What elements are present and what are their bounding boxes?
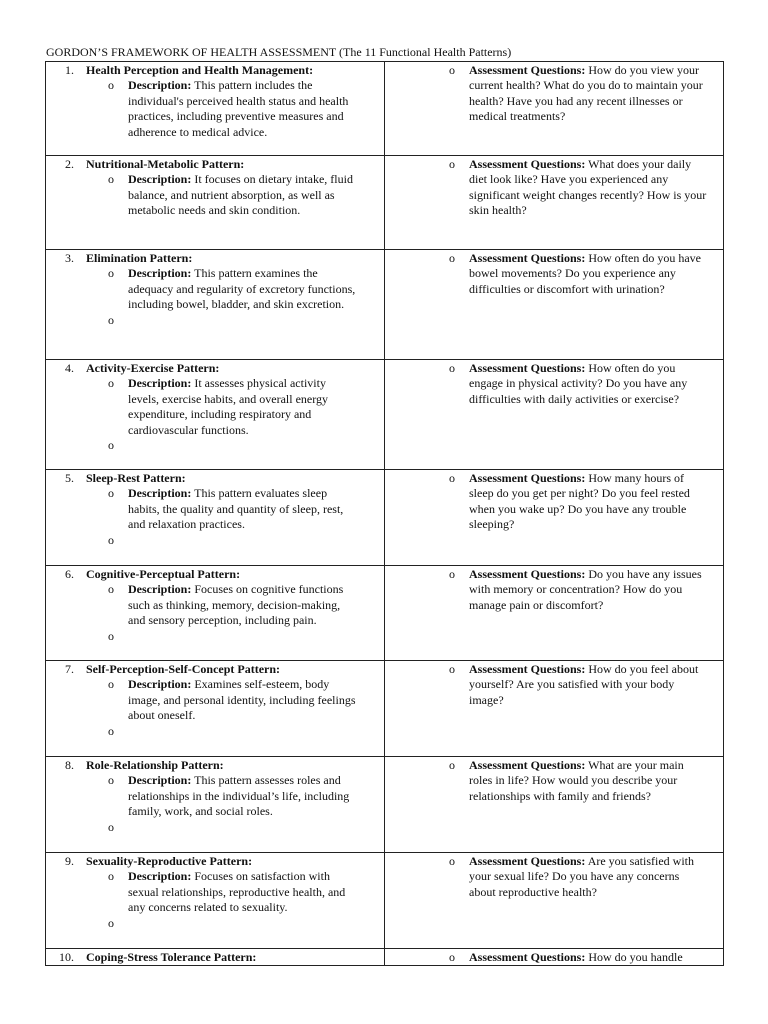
questions-body: Are you satisfied with your sexual life? Do you have any concerns about reproductive health? xyxy=(469,854,694,899)
questions-label: Assessment Questions: xyxy=(469,251,586,265)
description-text xyxy=(128,677,358,723)
description-body: This pattern includes the individual's perceived health status and health practices, including preventive measures and adherence to medical advice. xyxy=(128,78,349,139)
bullet-marker: o xyxy=(108,78,114,93)
questions-item xyxy=(385,566,723,613)
description-label: Description: xyxy=(128,78,192,93)
pattern-heading xyxy=(46,853,384,869)
pattern-name: Nutritional-Metabolic Pattern: xyxy=(86,157,245,171)
pattern-cell xyxy=(46,949,385,966)
pattern-heading xyxy=(46,757,384,773)
pattern-number: 4. xyxy=(65,361,74,375)
description-item xyxy=(46,266,384,312)
pattern-name: Elimination Pattern: xyxy=(86,251,193,265)
description-item xyxy=(46,869,384,915)
description-body: This pattern examines the adequacy and regularity of excretory functions, including bowel, bladder, and skin excretion. xyxy=(128,266,356,312)
pattern-heading xyxy=(46,156,384,172)
questions-body: How do you feel about yourself? Are you satisfied with your body image? xyxy=(469,662,699,707)
pattern-number: 9. xyxy=(65,854,74,868)
description-body: Examines self-esteem, body image, and personal identity, including feelings about oneself. xyxy=(128,677,356,723)
pattern-name: Coping-Stress Tolerance Pattern: xyxy=(86,950,257,964)
description-text xyxy=(128,266,358,312)
description-label: Description: xyxy=(128,172,192,187)
questions-text xyxy=(469,567,707,613)
questions-item xyxy=(385,757,723,804)
questions-cell xyxy=(385,156,724,250)
patterns-table xyxy=(45,61,724,966)
questions-label: Assessment Questions: xyxy=(469,662,586,676)
description-item xyxy=(46,172,384,218)
questions-item xyxy=(385,470,723,533)
description-item xyxy=(46,773,384,819)
pattern-name: Sleep-Rest Pattern: xyxy=(86,471,186,485)
description-label: Description: xyxy=(128,582,192,597)
bullet-marker: o xyxy=(108,312,114,327)
bullet-marker: o xyxy=(108,582,114,597)
description-item xyxy=(46,582,384,628)
pattern-number: 7. xyxy=(65,662,74,676)
questions-text xyxy=(469,361,707,407)
pattern-cell xyxy=(46,757,385,853)
bullet-marker: o xyxy=(108,486,114,501)
empty-bullet-item xyxy=(46,724,384,739)
pattern-number: 8. xyxy=(65,758,74,772)
empty-bullet-item xyxy=(46,820,384,835)
empty-bullet-item xyxy=(46,629,384,644)
description-label: Description: xyxy=(128,486,192,501)
pattern-row xyxy=(46,470,724,566)
description-label: Description: xyxy=(128,677,192,692)
pattern-name: Self-Perception-Self-Concept Pattern: xyxy=(86,662,281,676)
bullet-marker: o xyxy=(108,376,114,391)
questions-body: How often do you have bowel movements? Do you experience any difficulties or discomfort with urination? xyxy=(469,251,701,296)
pattern-row xyxy=(46,62,724,156)
questions-cell xyxy=(385,566,724,661)
questions-label: Assessment Questions: xyxy=(469,854,586,868)
questions-item xyxy=(385,949,723,965)
bullet-marker: o xyxy=(449,758,455,772)
bullet-marker: o xyxy=(108,723,114,738)
bullet-marker: o xyxy=(108,915,114,930)
description-text xyxy=(128,773,358,819)
questions-body: How often do you engage in physical activity? Do you have any difficulties with daily activities or exercise? xyxy=(469,361,688,406)
bullet-marker: o xyxy=(449,157,455,171)
description-text xyxy=(128,172,358,218)
questions-label: Assessment Questions: xyxy=(469,471,586,485)
empty-bullet-item xyxy=(46,916,384,931)
bullet-marker: o xyxy=(108,819,114,834)
questions-item xyxy=(385,156,723,219)
pattern-row xyxy=(46,757,724,853)
bullet-marker: o xyxy=(449,854,455,868)
pattern-row xyxy=(46,360,724,470)
empty-bullet-item xyxy=(46,313,384,328)
empty-bullet-item xyxy=(46,533,384,548)
description-item xyxy=(46,78,384,140)
bullet-marker: o xyxy=(108,532,114,547)
pattern-number: 3. xyxy=(65,251,74,265)
questions-text xyxy=(469,662,707,708)
description-text xyxy=(128,78,358,140)
description-label: Description: xyxy=(128,266,192,281)
description-text xyxy=(128,582,358,628)
questions-text xyxy=(469,950,707,965)
description-body: This pattern assesses roles and relationships in the individual’s life, including family, work, and social roles. xyxy=(128,773,350,819)
bullet-marker: o xyxy=(108,773,114,788)
description-item xyxy=(46,486,384,532)
questions-item xyxy=(385,62,723,125)
description-label: Description: xyxy=(128,773,192,788)
questions-label: Assessment Questions: xyxy=(469,950,586,964)
bullet-marker: o xyxy=(449,662,455,676)
bullet-marker: o xyxy=(449,950,455,964)
questions-item xyxy=(385,360,723,407)
pattern-heading xyxy=(46,360,384,376)
bullet-marker: o xyxy=(449,251,455,265)
bullet-marker: o xyxy=(449,63,455,77)
questions-body: What are your main roles in life? How would you describe your relationships with family and friends? xyxy=(469,758,684,803)
questions-text xyxy=(469,251,707,297)
bullet-marker: o xyxy=(108,172,114,187)
questions-body: How do you handle xyxy=(588,950,683,964)
pattern-name: Sexuality-Reproductive Pattern: xyxy=(86,854,253,868)
pattern-heading xyxy=(46,949,384,965)
pattern-number: 10. xyxy=(59,950,74,964)
bullet-marker: o xyxy=(449,567,455,581)
questions-cell xyxy=(385,853,724,949)
bullet-marker: o xyxy=(108,628,114,643)
description-item xyxy=(46,376,384,438)
description-label: Description: xyxy=(128,869,192,884)
pattern-cell xyxy=(46,62,385,156)
pattern-cell xyxy=(46,853,385,949)
description-label: Description: xyxy=(128,376,192,391)
questions-label: Assessment Questions: xyxy=(469,63,586,77)
bullet-marker: o xyxy=(108,266,114,281)
questions-body: How many hours of sleep do you get per night? Do you feel rested when you wake up? Do you have any trouble sleeping? xyxy=(469,471,690,532)
description-body: Focuses on cognitive functions such as thinking, memory, decision-making, and sensory perception, including pain. xyxy=(128,582,344,628)
pattern-cell xyxy=(46,661,385,757)
pattern-cell xyxy=(46,566,385,661)
pattern-number: 5. xyxy=(65,471,74,485)
pattern-row xyxy=(46,250,724,360)
pattern-row xyxy=(46,949,724,966)
questions-item xyxy=(385,250,723,297)
questions-cell xyxy=(385,470,724,566)
pattern-heading xyxy=(46,566,384,582)
pattern-name: Cognitive-Perceptual Pattern: xyxy=(86,567,241,581)
questions-cell xyxy=(385,62,724,156)
pattern-name: Activity-Exercise Pattern: xyxy=(86,361,220,375)
questions-label: Assessment Questions: xyxy=(469,567,586,581)
description-text xyxy=(128,376,358,438)
description-text xyxy=(128,486,358,532)
questions-cell xyxy=(385,250,724,360)
bullet-marker: o xyxy=(449,471,455,485)
pattern-cell xyxy=(46,360,385,470)
questions-text xyxy=(469,758,707,804)
bullet-marker: o xyxy=(108,438,114,453)
questions-body: Do you have any issues with memory or concentration? How do you manage pain or discomfort? xyxy=(469,567,702,612)
questions-label: Assessment Questions: xyxy=(469,758,586,772)
questions-text xyxy=(469,854,707,900)
empty-bullet-item xyxy=(46,438,384,453)
pattern-row xyxy=(46,566,724,661)
questions-body: What does your daily diet look like? Have you experienced any significant weight changes recently? How is your skin health? xyxy=(469,157,707,218)
bullet-marker: o xyxy=(449,361,455,375)
questions-text xyxy=(469,471,707,533)
pattern-cell xyxy=(46,250,385,360)
questions-item xyxy=(385,661,723,708)
questions-label: Assessment Questions: xyxy=(469,361,586,375)
questions-label: Assessment Questions: xyxy=(469,157,586,171)
description-item xyxy=(46,677,384,723)
pattern-number: 2. xyxy=(65,157,74,171)
pattern-row xyxy=(46,156,724,250)
description-body: Focuses on satisfaction with sexual relationships, reproductive health, and any concerns related to sexuality. xyxy=(128,869,346,915)
bullet-marker: o xyxy=(108,869,114,884)
pattern-cell xyxy=(46,156,385,250)
pattern-heading xyxy=(46,62,384,78)
pattern-name: Health Perception and Health Management: xyxy=(86,63,314,77)
bullet-marker: o xyxy=(108,677,114,692)
questions-cell xyxy=(385,360,724,470)
pattern-heading xyxy=(46,470,384,486)
pattern-row xyxy=(46,853,724,949)
pattern-name: Role-Relationship Pattern: xyxy=(86,758,224,772)
pattern-row xyxy=(46,661,724,757)
pattern-cell xyxy=(46,470,385,566)
description-body: It assesses physical activity levels, exercise habits, and overall energy expenditure, including respiratory and cardiovascular functions. xyxy=(128,376,329,437)
questions-cell xyxy=(385,661,724,757)
pattern-heading xyxy=(46,661,384,677)
description-body: This pattern evaluates sleep habits, the quality and quantity of sleep, rest, and relaxation practices. xyxy=(128,486,344,532)
questions-cell xyxy=(385,757,724,853)
description-text xyxy=(128,869,358,915)
description-body: It focuses on dietary intake, fluid balance, and nutrient absorption, as well as metabolic needs and skin condition. xyxy=(128,172,353,218)
pattern-number: 1. xyxy=(65,63,74,77)
questions-text xyxy=(469,63,707,125)
pattern-heading xyxy=(46,250,384,266)
questions-body: How do you view your current health? What do you do to maintain your health? Have you had any recent illnesses or medical treatments? xyxy=(469,63,703,124)
questions-item xyxy=(385,853,723,900)
questions-text xyxy=(469,157,707,219)
questions-cell xyxy=(385,949,724,966)
document-title: GORDON’S FRAMEWORK OF HEALTH ASSESSMENT (The 11 Functional Health Patterns) xyxy=(46,45,512,59)
pattern-number: 6. xyxy=(65,567,74,581)
